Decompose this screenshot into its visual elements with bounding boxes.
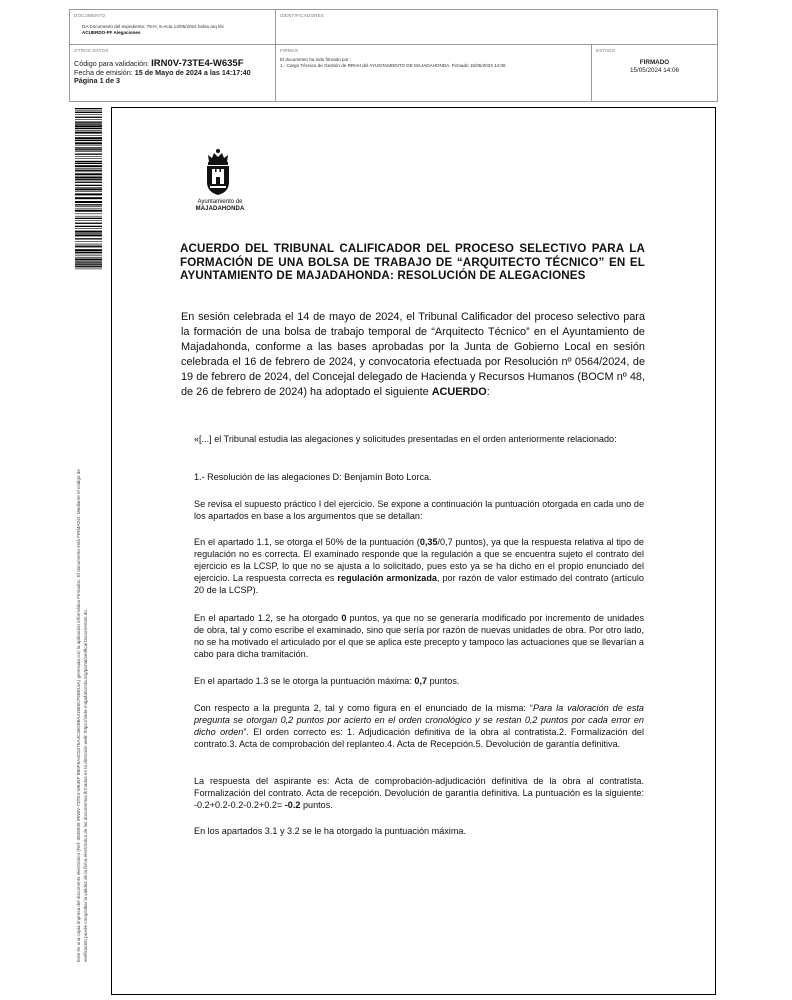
verification-side-text xyxy=(75,302,89,962)
side-line2: verificación puede comprobar la validez de la firma electrónica de los documentos firmados en la dirección web: https://sede.majadahonda.org/portal/verificarDocumentos.do xyxy=(83,610,88,962)
documento-line1: DA Documento del expediente: 79-H, 6-Acta 14/05/2024 bolsa arq téc xyxy=(82,24,225,29)
documento-line2: ACUERDO-FF Alegaciones xyxy=(82,30,141,35)
paragraph-5 xyxy=(194,612,644,660)
p6-score: 0,7 xyxy=(414,676,428,686)
paragraph-6 xyxy=(194,675,644,687)
firmas-text xyxy=(280,57,506,69)
paragraph-7 xyxy=(194,702,644,750)
firmas-cell xyxy=(276,45,592,101)
fecha-value: 15 de Mayo de 2024 a las 14:17:40 xyxy=(134,67,251,77)
estado-text xyxy=(592,59,717,75)
municipal-logo xyxy=(187,148,253,220)
intro-acuerdo: ACUERDO xyxy=(431,386,487,398)
p4-regulacion: regulación armonizada xyxy=(337,573,437,584)
pagina-label: Página 1 de 3 xyxy=(74,76,120,85)
logo-line1: Ayuntamiento de xyxy=(197,199,243,205)
p4-text-a: En el apartado 1.1, se otorga el 50% de la puntuación ( xyxy=(194,537,420,547)
document-title: ACUERDO DEL TRIBUNAL CALIFICADOR DEL PROCESO SELECTIVO PARA LA FORMACIÓN DE UNA BOLSA DE TRABAJO DE “ARQUITECTO TÉCNICO” EN EL AYUNTAMIENTO DE MAJADAHONDA: RESOLUCIÓN DE ALEGACIONES xyxy=(180,242,645,282)
paragraph-9: En los apartados 3.1 y 3.2 se le ha otorgado la puntuación máxima. xyxy=(194,826,466,836)
p7-text-c: ”. El orden correcto es: 1. Adjudicación definitiva de la obra al contratista.2. Formalización del contrato.3. Acta de comprobación del replanteo.4. Acta de Recepción.5. Devolución de garantía definitiva. xyxy=(194,727,644,750)
otros-datos-label: OTROS DATOS xyxy=(74,48,109,53)
codigo-value: IRN0V-73TE4-W635F xyxy=(151,58,244,69)
otros-datos-cell xyxy=(70,45,276,101)
p8-text-c: puntos. xyxy=(300,800,333,811)
barcode-image xyxy=(75,108,102,270)
codigo-label: Código para validación: xyxy=(74,59,150,68)
identificadores-label: IDENTIFICADORES xyxy=(280,13,325,18)
p4-text-e: , por razón de valor estimado del contrato (artículo 20 de la LCSP). xyxy=(194,573,644,596)
p6-text-a: En el apartado 1.3 se le otorga la puntuación máxima: xyxy=(194,676,415,686)
otros-datos-text xyxy=(74,60,251,86)
documento-label: DOCUMENTO xyxy=(74,13,106,18)
coat-of-arms-icon xyxy=(204,148,232,196)
paragraph-8 xyxy=(194,775,644,811)
p4-text-c: /0,7 puntos), ya que la respuesta relativa al tipo de regulación no es correcta. El examinado responde que la regulación a que se encuentra sujeto el contrato del ejercicio es la LCSP, lo que no se ajusta a lo solicitado, pues esto ya se ha dicho en el propio enunciado del ejercicio. La respuesta correcta es xyxy=(194,537,644,584)
identificadores-cell xyxy=(276,10,717,45)
estado-cell xyxy=(592,45,717,101)
paragraph-1: «[...] el Tribunal estudia las alegaciones y solicitudes presentadas en el orden anteriormente relacionado: xyxy=(194,434,617,444)
intro-paragraph xyxy=(181,310,645,400)
paragraph-4 xyxy=(194,536,644,596)
p4-score: 0,35 xyxy=(419,537,438,547)
estado-value: FIRMADO xyxy=(639,59,670,66)
fecha-label: Fecha de emisión: xyxy=(74,67,133,77)
side-line1: Este es una copia impresa del documento electrónico (Ref: 3845949 IRN0V-73TE4-W635F B60F5A4C5476A4C46DB6A41865CF5B913A) generada con la aplicación informática Firmadoc. El documento está FIRMADO. Mediante el código de xyxy=(76,469,81,962)
paragraph-3: Se revisa el supuesto práctico I del ejercicio. Se expone a continuación la puntuación otorgada en cada uno de los apartados en base a los argumentos que se detallan: xyxy=(194,499,644,522)
p8-text-a: La respuesta del aspirante es: Acta de comprobación-adjudicación definitiva de la obra al contratista. Formalización del contrato. Acta de recepción. Devolución de garantía definitiva. La puntuación es la siguiente: -0.2+0.2-0.2-0.2+0.2= xyxy=(194,776,644,811)
document-header xyxy=(69,9,718,102)
intro-end: : xyxy=(486,386,490,398)
p7-text-a: Con respecto a la pregunta 2, tal y como figura en el enunciado de la misma: “ xyxy=(194,703,533,713)
logo-line2: MAJADAHONDA xyxy=(195,206,245,212)
firmas-line1: El documento ha sido firmado por : xyxy=(280,57,352,62)
firmas-label: FIRMAS xyxy=(280,48,299,53)
p7-quote: Para la valoración de esta pregunta se otorgan 0,2 puntos por acierto en el orden cronológico y se restan 0,2 puntos por cada error en dicho orden xyxy=(194,703,644,738)
documento-cell xyxy=(70,10,276,45)
estado-date: 15/05/2024 14:06 xyxy=(629,67,680,74)
p5-text-a: En el apartado 1.2, se ha otorgado xyxy=(194,613,342,623)
paragraph-2: 1.- Resolución de las alegaciones D: Benjamín Boto Lorca. xyxy=(194,472,432,482)
documento-value xyxy=(82,24,224,36)
p6-text-c: puntos. xyxy=(427,676,460,686)
firmas-line2: 1.- Cargo Técnico de Gestión de RRHH del AYUNTAMIENTO DE MAJADAHONDA. Firmado 15/05/2024 14:06 xyxy=(280,63,506,68)
p8-score: -0.2 xyxy=(284,800,301,811)
intro-text: En sesión celebrada el 14 de mayo de 2024, el Tribunal Calificador del proceso selectivo para la formación de una bolsa de trabajo temporal de “Arquitecto Técnico” en el Ayuntamiento de Majadahonda, conforme a las bases aprobadas por la Junta de Gobierno Local en sesión celebrada el 16 de febrero de 2024, y convocatoria efectuada por Resolución nº 0564/2024, de 19 de febrero de 2024, del Concejal delegado de Hacienda y Recursos Humanos (BOCM nº 48, de 26 de febrero de 2024) ha adoptado el siguiente xyxy=(181,311,645,398)
estado-label: ESTADO xyxy=(596,48,616,53)
p5-text-c: puntos, ya que no se generaría modificado por incremento de unidades de obra, tal y como escribe el examinado, sino que sería por razón de nuevas unidades de obra. Por otro lado, no se ha motivado el articulado por el que se aplica este precepto y tampoco las actuaciones que se llevarían a cabo para dicha tramitación. xyxy=(194,613,644,660)
p5-score: 0 xyxy=(341,613,347,623)
